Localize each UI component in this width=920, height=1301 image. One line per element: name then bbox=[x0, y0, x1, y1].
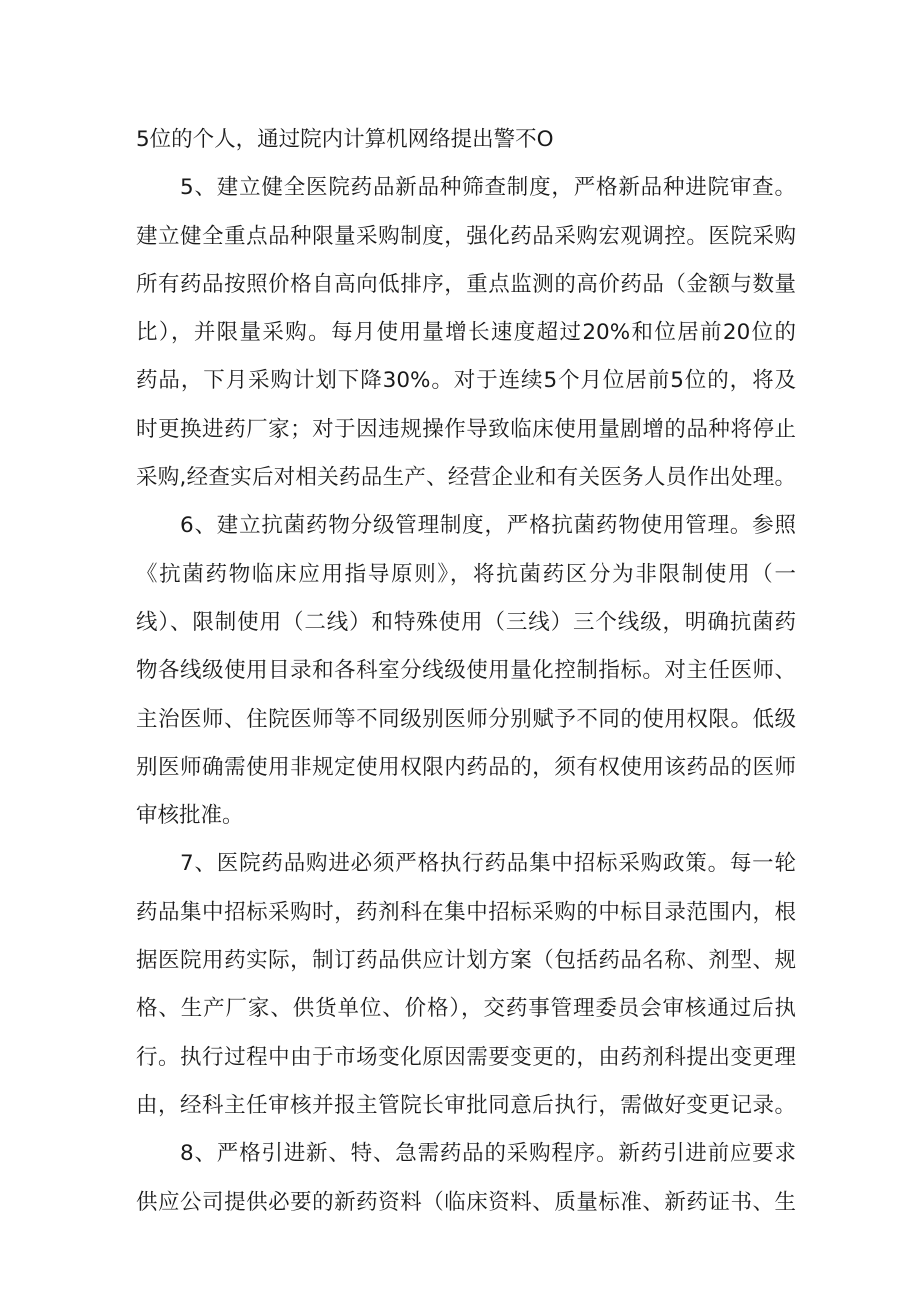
text-line: 物各线级使用目录和各科室分线级使用量化控制指标。对主任医师、 bbox=[136, 658, 796, 684]
body-text bbox=[136, 116, 796, 1227]
text-line: 《抗菌药物临床应用指导原则》，将抗菌药区分为非限制使用（一 bbox=[136, 561, 796, 587]
text-line: 药品，下月采购计划下降30%。对于连续5个月位居前5位的，将及 bbox=[136, 368, 796, 394]
text-line: 所有药品按照价格自高向低排序，重点监测的高价药品（金额与数量 bbox=[136, 271, 796, 297]
text-line: 格、生产厂家、供货单位、价格），交药事管理委员会审核通过后执 bbox=[136, 996, 796, 1022]
text-line: 别医师确需使用非规定使用权限内药品的，须有权使用该药品的医师 bbox=[136, 754, 796, 780]
text-line: 线）、限制使用（二线）和特殊使用（三线）三个线级，明确抗菌药 bbox=[136, 609, 796, 635]
text-line: 5位的个人，通过院内计算机网络提出警不O bbox=[136, 127, 554, 152]
text-line: 时更换进药厂家；对于因违规操作导致临床使用量剧增的品种将停止 bbox=[136, 416, 796, 442]
text-line: 由，经科主任审核并报主管院长审批同意后执行，需做好变更记录。 bbox=[136, 1092, 796, 1118]
text-line: 采购,经查实后对相关药品生产、经营企业和有关医务人员作出处理。 bbox=[136, 465, 796, 491]
paragraph-7-start: 7、医院药品购进必须严格执行药品集中招标采购政策。每一轮 bbox=[180, 851, 796, 877]
text-line: 比），并限量采购。每月使用量增长速度超过20%和位居前20位的 bbox=[136, 320, 796, 346]
text-line: 据医院用药实际，制订药品供应计划方案（包括药品名称、剂型、规 bbox=[136, 948, 796, 974]
text-line: 审核批准。 bbox=[136, 803, 244, 829]
text-line: 供应公司提供必要的新药资料（临床资料、质量标准、新药证书、生 bbox=[136, 1189, 796, 1215]
text-line: 药品集中招标采购时，药剂科在集中招标采购的中标目录范围内，根 bbox=[136, 899, 796, 925]
paragraph-5-start: 5、建立健全医院药品新品种筛查制度，严格新品种进院审查。 bbox=[180, 175, 796, 201]
paragraph-6-start: 6、建立抗菌药物分级管理制度，严格抗菌药物使用管理。参照 bbox=[180, 513, 796, 539]
text-line: 行。执行过程中由于市场变化原因需要变更的，由药剂科提出变更理 bbox=[136, 1044, 796, 1070]
paragraph-8-start: 8、严格引进新、特、急需药品的采购程序。新药引进前应要求 bbox=[180, 1141, 796, 1167]
text-line: 主治医师、住院医师等不同级别医师分别赋予不同的使用权限。低级 bbox=[136, 706, 796, 732]
text-line: 建立健全重点品种限量采购制度，强化药品采购宏观调控。医院采购 bbox=[136, 223, 796, 249]
